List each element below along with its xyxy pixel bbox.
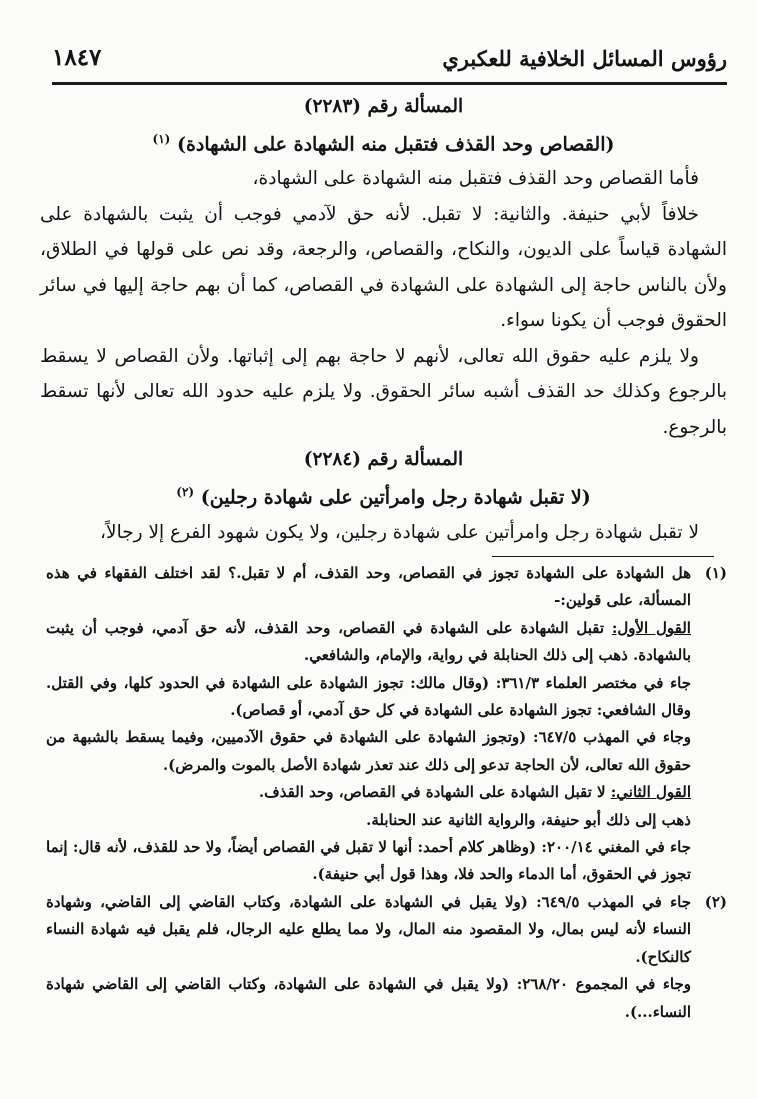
footnote bbox=[46, 560, 727, 889]
footnote-number: (١) bbox=[704, 564, 727, 582]
page-header bbox=[52, 40, 727, 85]
issue-title-text: (لا تقبل شهادة رجل وامرأتين على شهادة رجلين) bbox=[200, 486, 591, 509]
footnote bbox=[46, 889, 727, 1026]
paragraph: لا تقبل شهادة رجل وامرأتين على شهادة رجلين، ولا يكون شهود الفرع إلا رجالاً، bbox=[100, 521, 699, 543]
footnote-line bbox=[46, 615, 691, 670]
paragraph: خلافاً لأبي حنيفة. والثانية: لا تقبل. لأنه حق لآدمي فوجب أن يثبت بالشهادة على الشهادة قياساً على الديون، والنكاح، والقصاص، والرجعة، وقد نص على قولها في الطلاق، ولأن بالناس حاجة إلى الشهادة على الشهادة في القصاص، كما أن بهم حاجة إليها في سائر الحقوق فوجب أن يكونا سواء. bbox=[40, 203, 727, 332]
footnote-line: جاء في المغني ٢٠٠/١٤: (وظاهر كلام أحمد: أنها لا تقبل في القصاص أيضاً، ولا حد للقذف، لأنه قال: إنما تجوز في الحقوق، أما الدماء والحد فلا، وهذا قول أبي حنيفة). bbox=[46, 838, 691, 884]
footnote-line bbox=[46, 779, 691, 806]
main-text bbox=[40, 92, 727, 550]
footnote-text: تقبل الشهادة على الشهادة في القصاص، وحد القذف، لأنه حق آدمي، فوجب أن يثبت بالشهادة. ذهب إلى ذلك الحنابلة في رواية، والإمام، والشافعي. bbox=[46, 618, 691, 665]
issue-number: المسألة رقم (٢٢٨٣) bbox=[303, 96, 464, 117]
footnote-line: وجاء في المجموع ٢٦٨/٢٠: (ولا يقبل في الشهادة على الشهادة، وكتاب القاضي إلى القاضي شهادة النساء...). bbox=[46, 975, 691, 1021]
footnote-line: وجاء في المهذب ٦٤٧/٥: (وتجوز الشهادة على الشهادة في حقوق الآدميين، وفيما يسقط بالشبهة من حقوق الله تعالى، لأن الحاجة تدعو إلى ذلك عند تعذر شهادة الأصل بالموت والمرض). bbox=[46, 728, 691, 774]
issue-title bbox=[40, 475, 727, 514]
footnote-divider bbox=[492, 556, 714, 557]
opinion-label: القول الثاني: bbox=[610, 783, 691, 802]
footnote-number: (٢) bbox=[704, 892, 727, 911]
footnote-text: لا تقبل الشهادة على الشهادة في القصاص، وحد القذف. bbox=[258, 783, 611, 802]
page-number: ١٨٤٧ bbox=[52, 44, 102, 71]
paragraph: فأما القصاص وحد القذف فتقبل منه الشهادة على الشهادة، bbox=[252, 168, 699, 190]
footnote-ref: (٢) bbox=[176, 485, 195, 500]
issue-title bbox=[40, 122, 727, 161]
footnotes bbox=[46, 560, 727, 1026]
footnote-body bbox=[46, 889, 691, 1026]
issue-paragraphs bbox=[40, 161, 727, 445]
footnote-line: جاء في المهذب ٦٤٩/٥: (ولا يقبل في الشهادة على الشهادة، وكتاب القاضي إلى القاضي، وشهادة النساء لأنه ليس بمال، ولا المقصود منه المال، ولا مما يطلع عليه الرجال، فلم يقبل فيه شهادة النساء كالنكاح). bbox=[46, 892, 691, 966]
footnote-ref: (١) bbox=[152, 132, 171, 146]
issue-number: المسألة رقم (٢٢٨٤) bbox=[303, 449, 464, 471]
paragraph: ولا يلزم عليه حقوق الله تعالى، لأنهم لا حاجة بهم إلى إثباتها. ولأن القصاص لا يسقط بالرجوع وكذلك حد القذف أشبه سائر الحقوق. ولا يلزم عليه حدود الله تعالى لأنها تسقط بالرجوع. bbox=[40, 345, 727, 438]
footnote-line: هل الشهادة على الشهادة تجوز في القصاص، وحد القذف، أم لا تقبل.؟ لقد اختلف الفقهاء في هذه المسألة، على قولين:- bbox=[46, 564, 691, 610]
running-title: رؤوس المسائل الخلافية للعكبري bbox=[442, 46, 727, 71]
footnote-line: جاء في مختصر العلماء ٣٦١/٣: (وقال مالك: تجوز الشهادة على الشهادة في الحدود كلها، وفي القتل. وقال الشافعي: تجوز الشهادة على الشهادة في كل حق آدمي، أو قصاص). bbox=[46, 673, 691, 720]
issue-title-text: (القصاص وحد القذف فتقبل منه الشهادة على الشهادة) bbox=[176, 133, 615, 156]
opinion-label: القول الأول: bbox=[611, 618, 691, 637]
footnote-line: ذهب إلى ذلك أبو حنيفة، والرواية الثانية عند الحنابلة. bbox=[366, 810, 691, 829]
footnote-body bbox=[46, 560, 691, 889]
